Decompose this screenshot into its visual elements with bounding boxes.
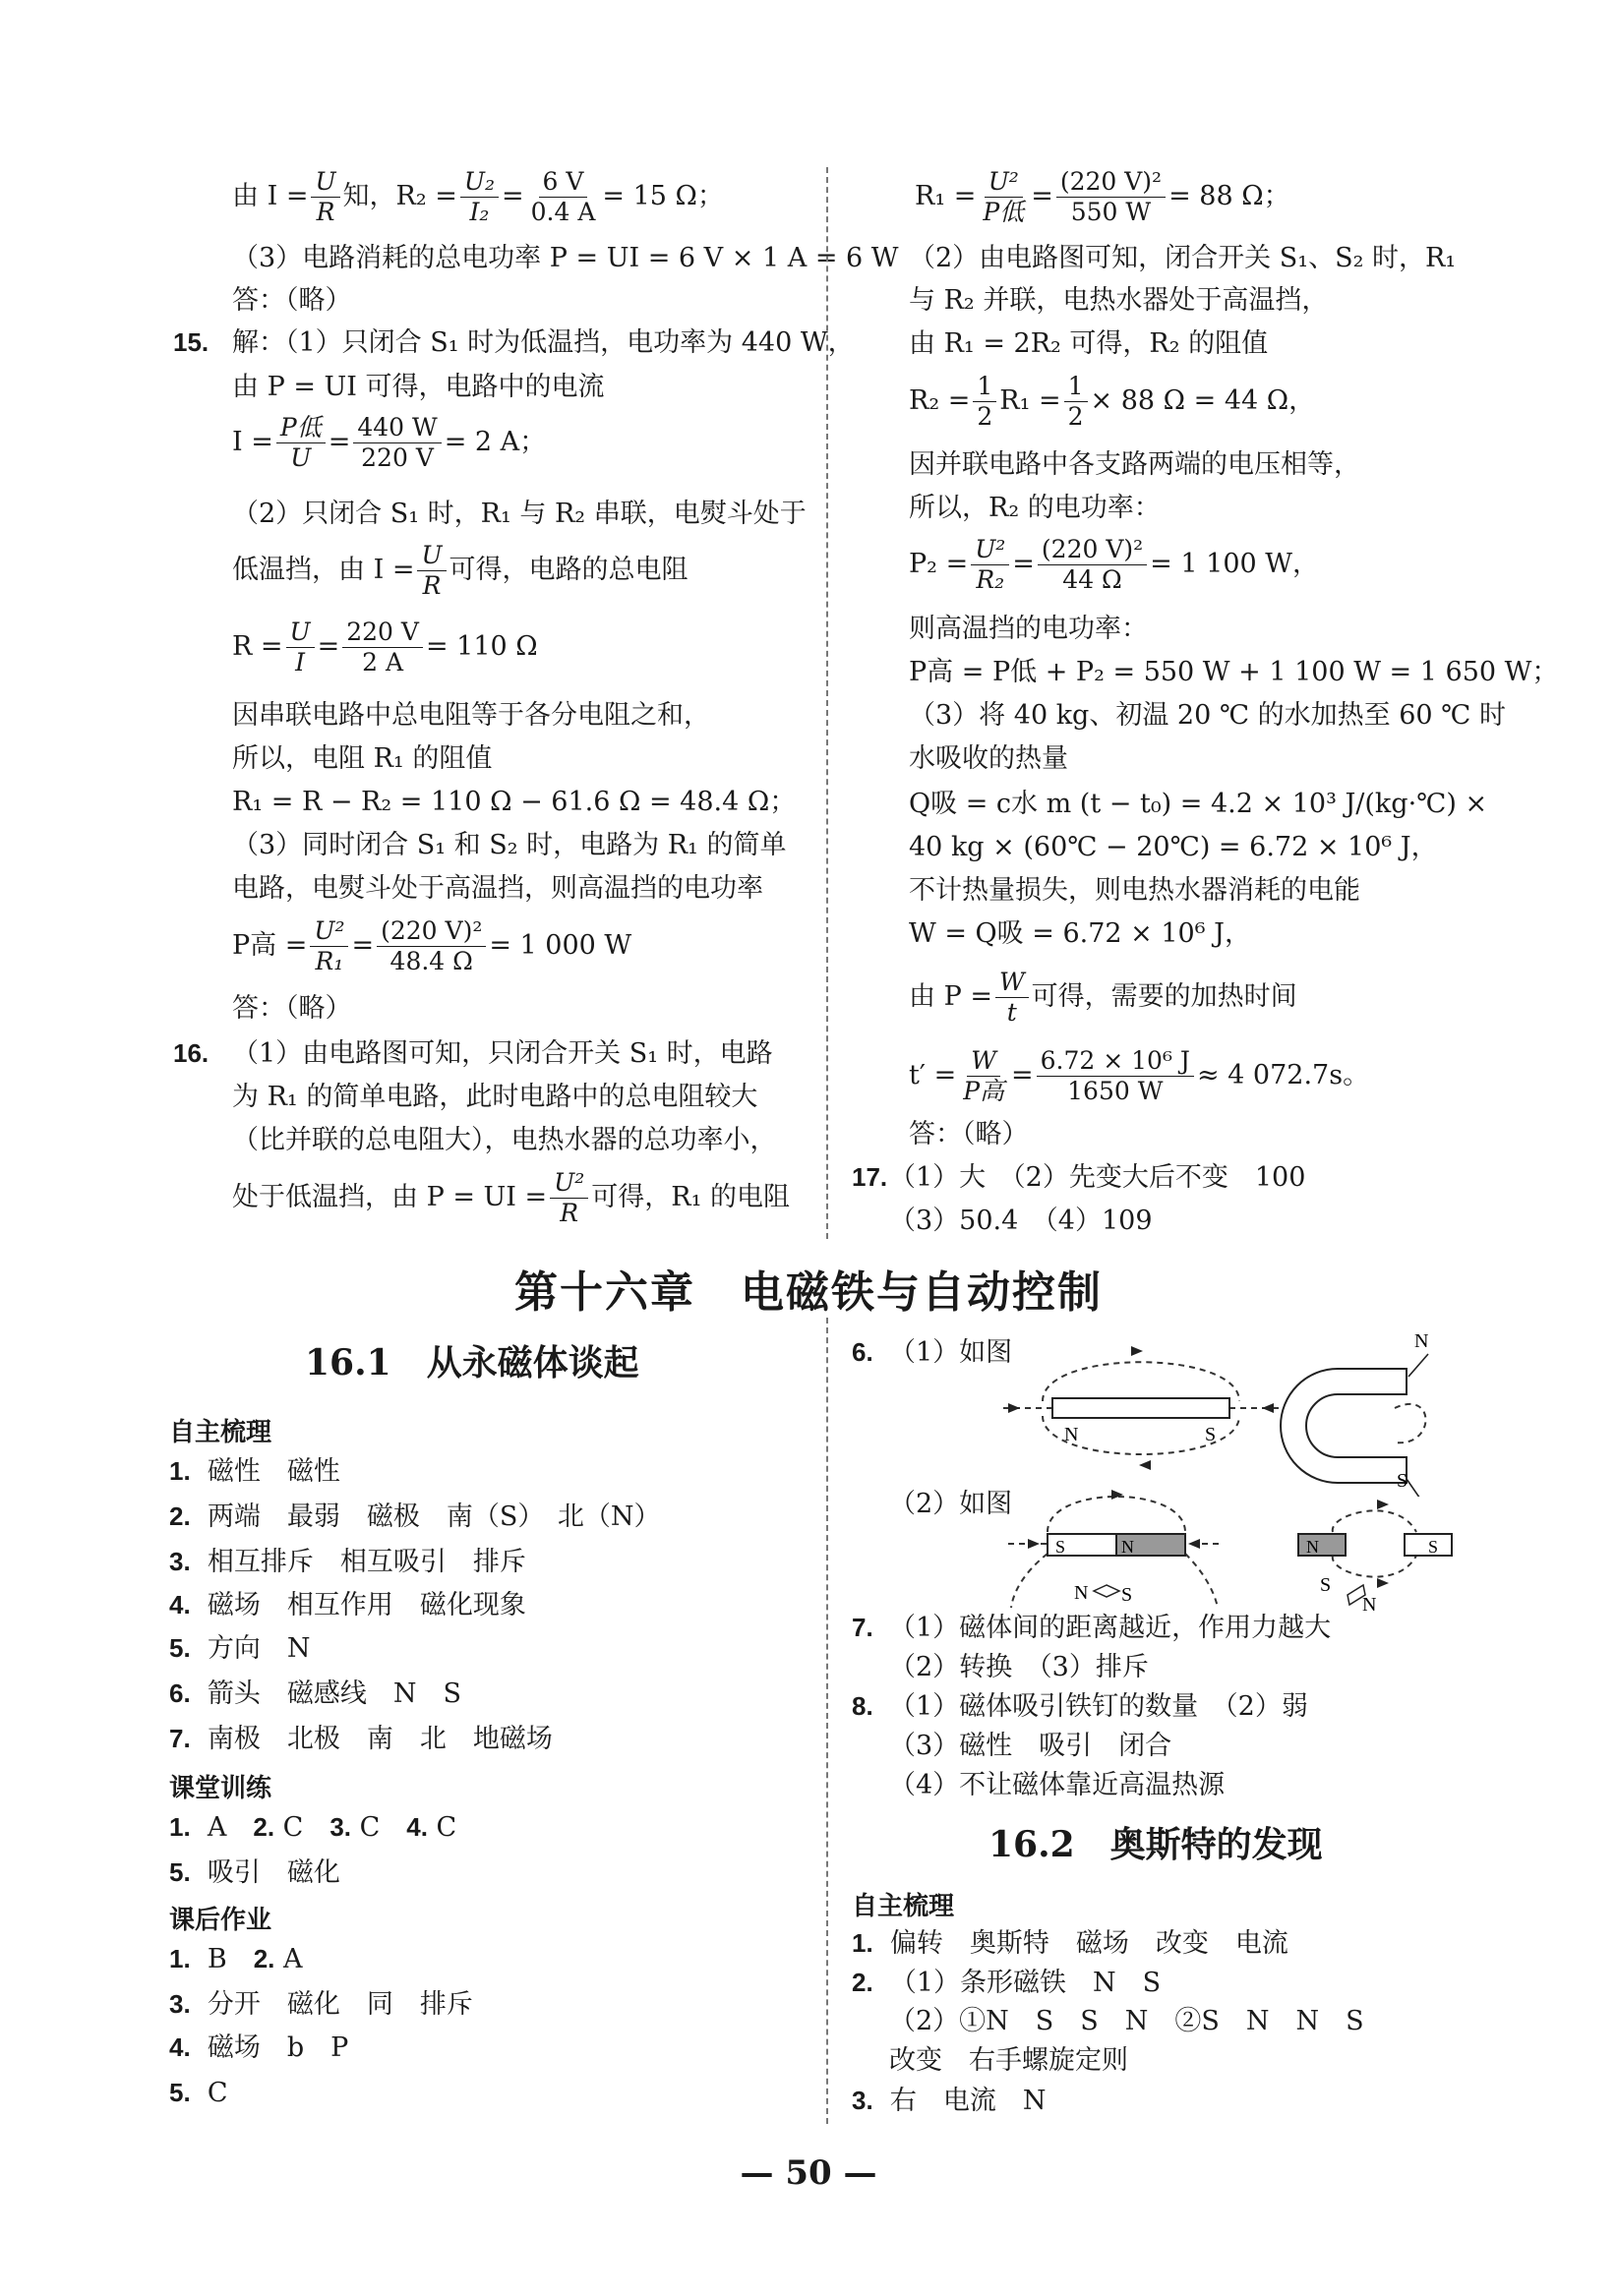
text-line: Q吸 = c水 m (t − t₀) = 4.2 × 10³ J/(kg·℃) × (909, 789, 1488, 819)
list-item: 1. B 2. A (169, 1944, 303, 1974)
list-item: 7. 南极 北极 南 北 地磁场 (169, 1724, 553, 1754)
text-line: 因串联电路中总电阻等于各分电阻之和， (232, 700, 710, 731)
text-line: P高 = P低 + P₂ = 550 W + 1 100 W = 1 650 W； (909, 657, 1559, 687)
text-line: （2）如图 (889, 1489, 1013, 1519)
section-title: 16.1 从永磁体谈起 (305, 1342, 639, 1383)
text-line: （2）由电路图可知，闭合开关 S₁、S₂ 时，R₁ (909, 243, 1457, 273)
text-line: 答：（略） (909, 1119, 1029, 1149)
fig2-b-compass-n: N (1362, 1594, 1377, 1613)
fig2-b-s-label: S (1428, 1537, 1439, 1557)
text-line: （1）磁体间的距离越近，作用力越大 (889, 1613, 1332, 1643)
list-item: 5. C (169, 2078, 228, 2108)
text-line: （2）转换 （3）排斥 (889, 1652, 1149, 1682)
magnetic-field-figure-1 (1003, 1329, 1456, 1497)
column-divider (826, 1318, 828, 2124)
text-line: 答：（略） (232, 993, 352, 1024)
question-number: 16. (173, 1038, 210, 1068)
fig2-a-compass-s: S (1121, 1584, 1133, 1606)
chapter-title: 第十六章 电磁铁与自动控制 (514, 1267, 1103, 1318)
question-number: 15. (173, 327, 210, 357)
text-line: （3）磁性 吸引 闭合 (889, 1731, 1172, 1761)
text-line: （比并联的总电阻大），电热水器的总功率小， (232, 1125, 777, 1155)
list-item: 4. 磁场 b P (169, 2032, 349, 2063)
text-line: 因并联电路中各支路两端的电压相等， (909, 449, 1360, 480)
text-line: R₁ = R − R₂ = 110 Ω − 61.6 Ω = 48.4 Ω； (232, 787, 797, 817)
text-line: 不计热量损失，则电热水器消耗的电能 (909, 875, 1360, 906)
text-line: 为 R₁ 的简单电路，此时电路中的总电阻较大 (232, 1082, 758, 1112)
formula-line: 由 P = $\frac{W}{t}$ 可得，需要的加热时间 (909, 968, 1297, 1027)
fig2-b-n-label: N (1306, 1537, 1319, 1557)
text-line: 则高温挡的电功率： (909, 614, 1148, 644)
text-line: 解：（1）只闭合 S₁ 时为低温挡，电功率为 440 W， (232, 327, 855, 358)
text-line: （3）50.4 （4）109 (889, 1206, 1153, 1236)
list-item: 4. 磁场 相互作用 磁化现象 (169, 1590, 526, 1620)
text-line: （4）不让磁体靠近高温热源 (889, 1770, 1226, 1800)
text-line: （1）如图 (889, 1337, 1013, 1368)
fig2-a-n-label: N (1121, 1537, 1134, 1557)
formula-line: R₂ = $\frac{1}{2}$ R₁ = $\frac{1}{2}$ × 88 Ω = 44 Ω， (909, 372, 1316, 431)
text-line: （1）大 （2）先变大后不变 100 (889, 1162, 1306, 1193)
list-item: 3. 右 电流 N (852, 2086, 1047, 2116)
column-divider (826, 167, 828, 1239)
text-line: （2）只闭合 S₁ 时，R₁ 与 R₂ 串联，电熨斗处于 (232, 499, 807, 529)
list-item: 5. 方向 N (169, 1633, 311, 1664)
text-line: 40 kg × (60℃ − 20℃) = 6.72 × 10⁶ J， (909, 832, 1438, 862)
section-title: 16.2 奥斯特的发现 (988, 1824, 1323, 1865)
text-line: （1）由电路图可知，只闭合开关 S₁ 时，电路 (232, 1038, 773, 1069)
text-line: 电路，电熨斗处于高温挡，则高温挡的电功率 (232, 873, 763, 904)
formula-line: t′ = $\frac{W}{\text{P高}}$ = $\frac{\text{6.72 × 10⁶ J}}{1650 W}$ ≈ 4 072.7s。 (909, 1046, 1370, 1105)
fig2-b-compass-s: S (1320, 1574, 1332, 1596)
text-line: （2）①N S S N ②S N N S (889, 2006, 1364, 2036)
magnetic-field-figure-2 (1003, 1485, 1475, 1613)
text-line: （1）磁体吸引铁钉的数量 （2）弱 (889, 1691, 1308, 1722)
question-number: 8. (852, 1691, 873, 1721)
formula-line: R = $\frac{U}{I}$ = $\frac{220 V}{2 A}$ = 110 Ω (232, 618, 538, 677)
list-item: 3. 分开 磁化 同 排斥 (169, 1989, 473, 2020)
text-line: 与 R₂ 并联，电热水器处于高温挡， (909, 285, 1329, 316)
formula-line: 处于低温挡，由 P = UI = $\frac{\text{U²}}{R}$ 可得，R₁ 的电阻 (232, 1168, 791, 1227)
u-n-label: N (1414, 1330, 1429, 1352)
sub-heading: 课后作业 (169, 1906, 272, 1935)
list-item: 1. 磁性 磁性 (169, 1456, 340, 1487)
list-item: 6. 箭头 磁感线 N S (169, 1678, 461, 1709)
question-number: 6. (852, 1337, 873, 1367)
list-item: 1. 偏转 奥斯特 磁场 改变 电流 (852, 1928, 1288, 1959)
formula-line: I = $\frac{\text{P低}}{U}$ = $\frac{440 W}{220 V}$ = 2 A； (232, 413, 547, 472)
text-line: 所以，电阻 R₁ 的阻值 (232, 743, 493, 774)
formula-line: R₁ = $\frac{\text{U²}}{\text{P低}}$ = $\frac{\text{(220 V)²}}{550 W}$ = 88 Ω； (915, 167, 1290, 226)
u-s-label: S (1397, 1470, 1408, 1492)
text-line: W = Q吸 = 6.72 × 10⁶ J， (909, 918, 1251, 949)
text-line: （3）同时闭合 S₁ 和 S₂ 时，电路为 R₁ 的简单 (232, 830, 787, 860)
text-line: 答：（略） (232, 285, 352, 316)
sub-heading: 自主梳理 (852, 1892, 955, 1921)
list-item: 5. 吸引 磁化 (169, 1857, 340, 1888)
bar-n-label: N (1064, 1424, 1079, 1445)
fig2-a-s-label: S (1055, 1537, 1066, 1557)
question-number: 17. (852, 1162, 888, 1192)
text-line: 由 P = UI 可得，电路中的电流 (232, 372, 605, 402)
sub-heading: 自主梳理 (169, 1418, 272, 1447)
text-line: 改变 右手螺旋定则 (889, 2045, 1128, 2076)
text-line: （3）电路消耗的总电功率 P = UI = 6 V × 1 A = 6 W (232, 243, 899, 273)
list-item: 3. 相互排斥 相互吸引 排斥 (169, 1547, 526, 1577)
bar-s-label: S (1205, 1424, 1217, 1445)
question-number: 7. (852, 1613, 873, 1642)
text-line: 所以，R₂ 的电功率： (909, 493, 1161, 523)
text-line: 水吸收的热量 (909, 743, 1068, 774)
sub-heading: 课堂训练 (169, 1774, 272, 1803)
list-item: 2. （1）条形磁铁 N S (852, 1968, 1162, 1998)
fig2-a-compass-n: N (1074, 1582, 1089, 1604)
formula-line: P₂ = $\frac{\text{U²}}{\text{R₂}}$ = $\frac{\text{(220 V)²}}{44 \Omega}$ = 1 100 W， (909, 535, 1320, 594)
formula-line: P高 = $\frac{\text{U²}}{\text{R₁}}$ = $\frac{\text{(220 V)²}}{48.4 \Omega}$ = 1 000 W (232, 916, 632, 975)
formula-line: 由 I = $\frac{U}{R}$ 知，R₂ = $\frac{\text{U₂}}{\text{I₂}}$ = $\frac{6 V}{0.4 A}$ = 15 Ω； (232, 167, 724, 226)
formula-line: 低温挡，由 I = $\frac{U}{R}$ 可得，电路的总电阻 (232, 541, 689, 600)
page-number: — 50 — (740, 2153, 877, 2193)
text-line: （3）将 40 kg、初温 20 ℃ 的水加热至 60 ℃ 时 (909, 700, 1506, 731)
list-item: 2. 两端 最弱 磁极 南（S） 北（N） (169, 1501, 661, 1532)
list-item: 1. A 2. C 3. C 4. C (169, 1812, 457, 1843)
text-line: 由 R₁ = 2R₂ 可得，R₂ 的阻值 (909, 328, 1269, 359)
